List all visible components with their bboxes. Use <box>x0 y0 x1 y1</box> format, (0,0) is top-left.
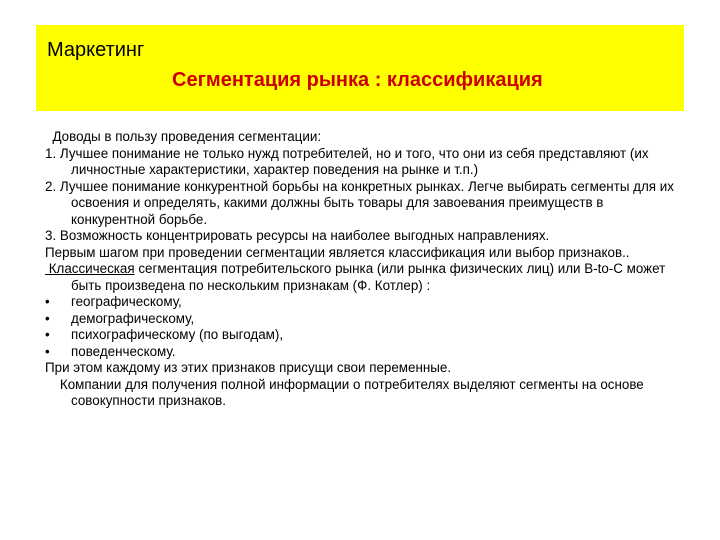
companies-text: Компании для получения полной информации о потребителях выделяют сегменты на основе совокупности признаков. <box>45 376 648 408</box>
first-step-paragraph: Первым шагом при проведении сегментации является классификация или выбор признаков.. <box>45 244 630 260</box>
list-item <box>45 311 685 328</box>
bullet-icon: • <box>45 327 50 342</box>
intro-text: Доводы в пользу проведения сегментации: <box>45 129 322 144</box>
bullet-text: психографическому (по выгодам), <box>71 327 284 342</box>
classic-rest: сегментация потребительского рынка (или рынка физических лиц) или B-to-C может быть произведена по нескольким признакам (Ф. Котлер) : <box>71 261 666 293</box>
list-item <box>45 327 685 344</box>
title-band <box>36 25 684 111</box>
bullet-text: демографическому, <box>71 310 195 326</box>
point-3: 3. Возможность концентрировать ресурсы на наиболее выгодных направлениях. <box>45 228 550 243</box>
bullet-icon: • <box>45 343 50 359</box>
bullet-icon: • <box>45 294 50 309</box>
list-item <box>45 294 685 311</box>
classic-word: Классическая <box>45 261 135 276</box>
bullet-text: географическому, <box>71 294 182 309</box>
classic-paragraph <box>45 261 685 294</box>
slide-body <box>45 129 685 410</box>
bullet-text: поведенческому. <box>71 343 176 359</box>
companies-paragraph <box>45 377 685 410</box>
point-2: 2. Лучшее понимание конкурентной борьбы на конкретных рынках. Легче выбирать сегменты для их освоения и определять, какими должны быть товары для завоевания преимуществ в конкурентной борьбе. <box>45 178 674 227</box>
bullet-icon: • <box>45 310 50 326</box>
slide-title: Маркетинг <box>47 39 145 61</box>
intro-line <box>45 129 685 146</box>
slide-subtitle: Сегментация рынка : классификация <box>172 69 543 91</box>
list-item <box>45 344 685 361</box>
point-1: 1. Лучшее понимание не только нужд потребителей, но и того, что они из себя представляют (их личностные характеристики, характер поведения на рынке и т.п.) <box>45 145 649 177</box>
variables-paragraph: При этом каждому из этих признаков присущи свои переменные. <box>45 360 452 375</box>
